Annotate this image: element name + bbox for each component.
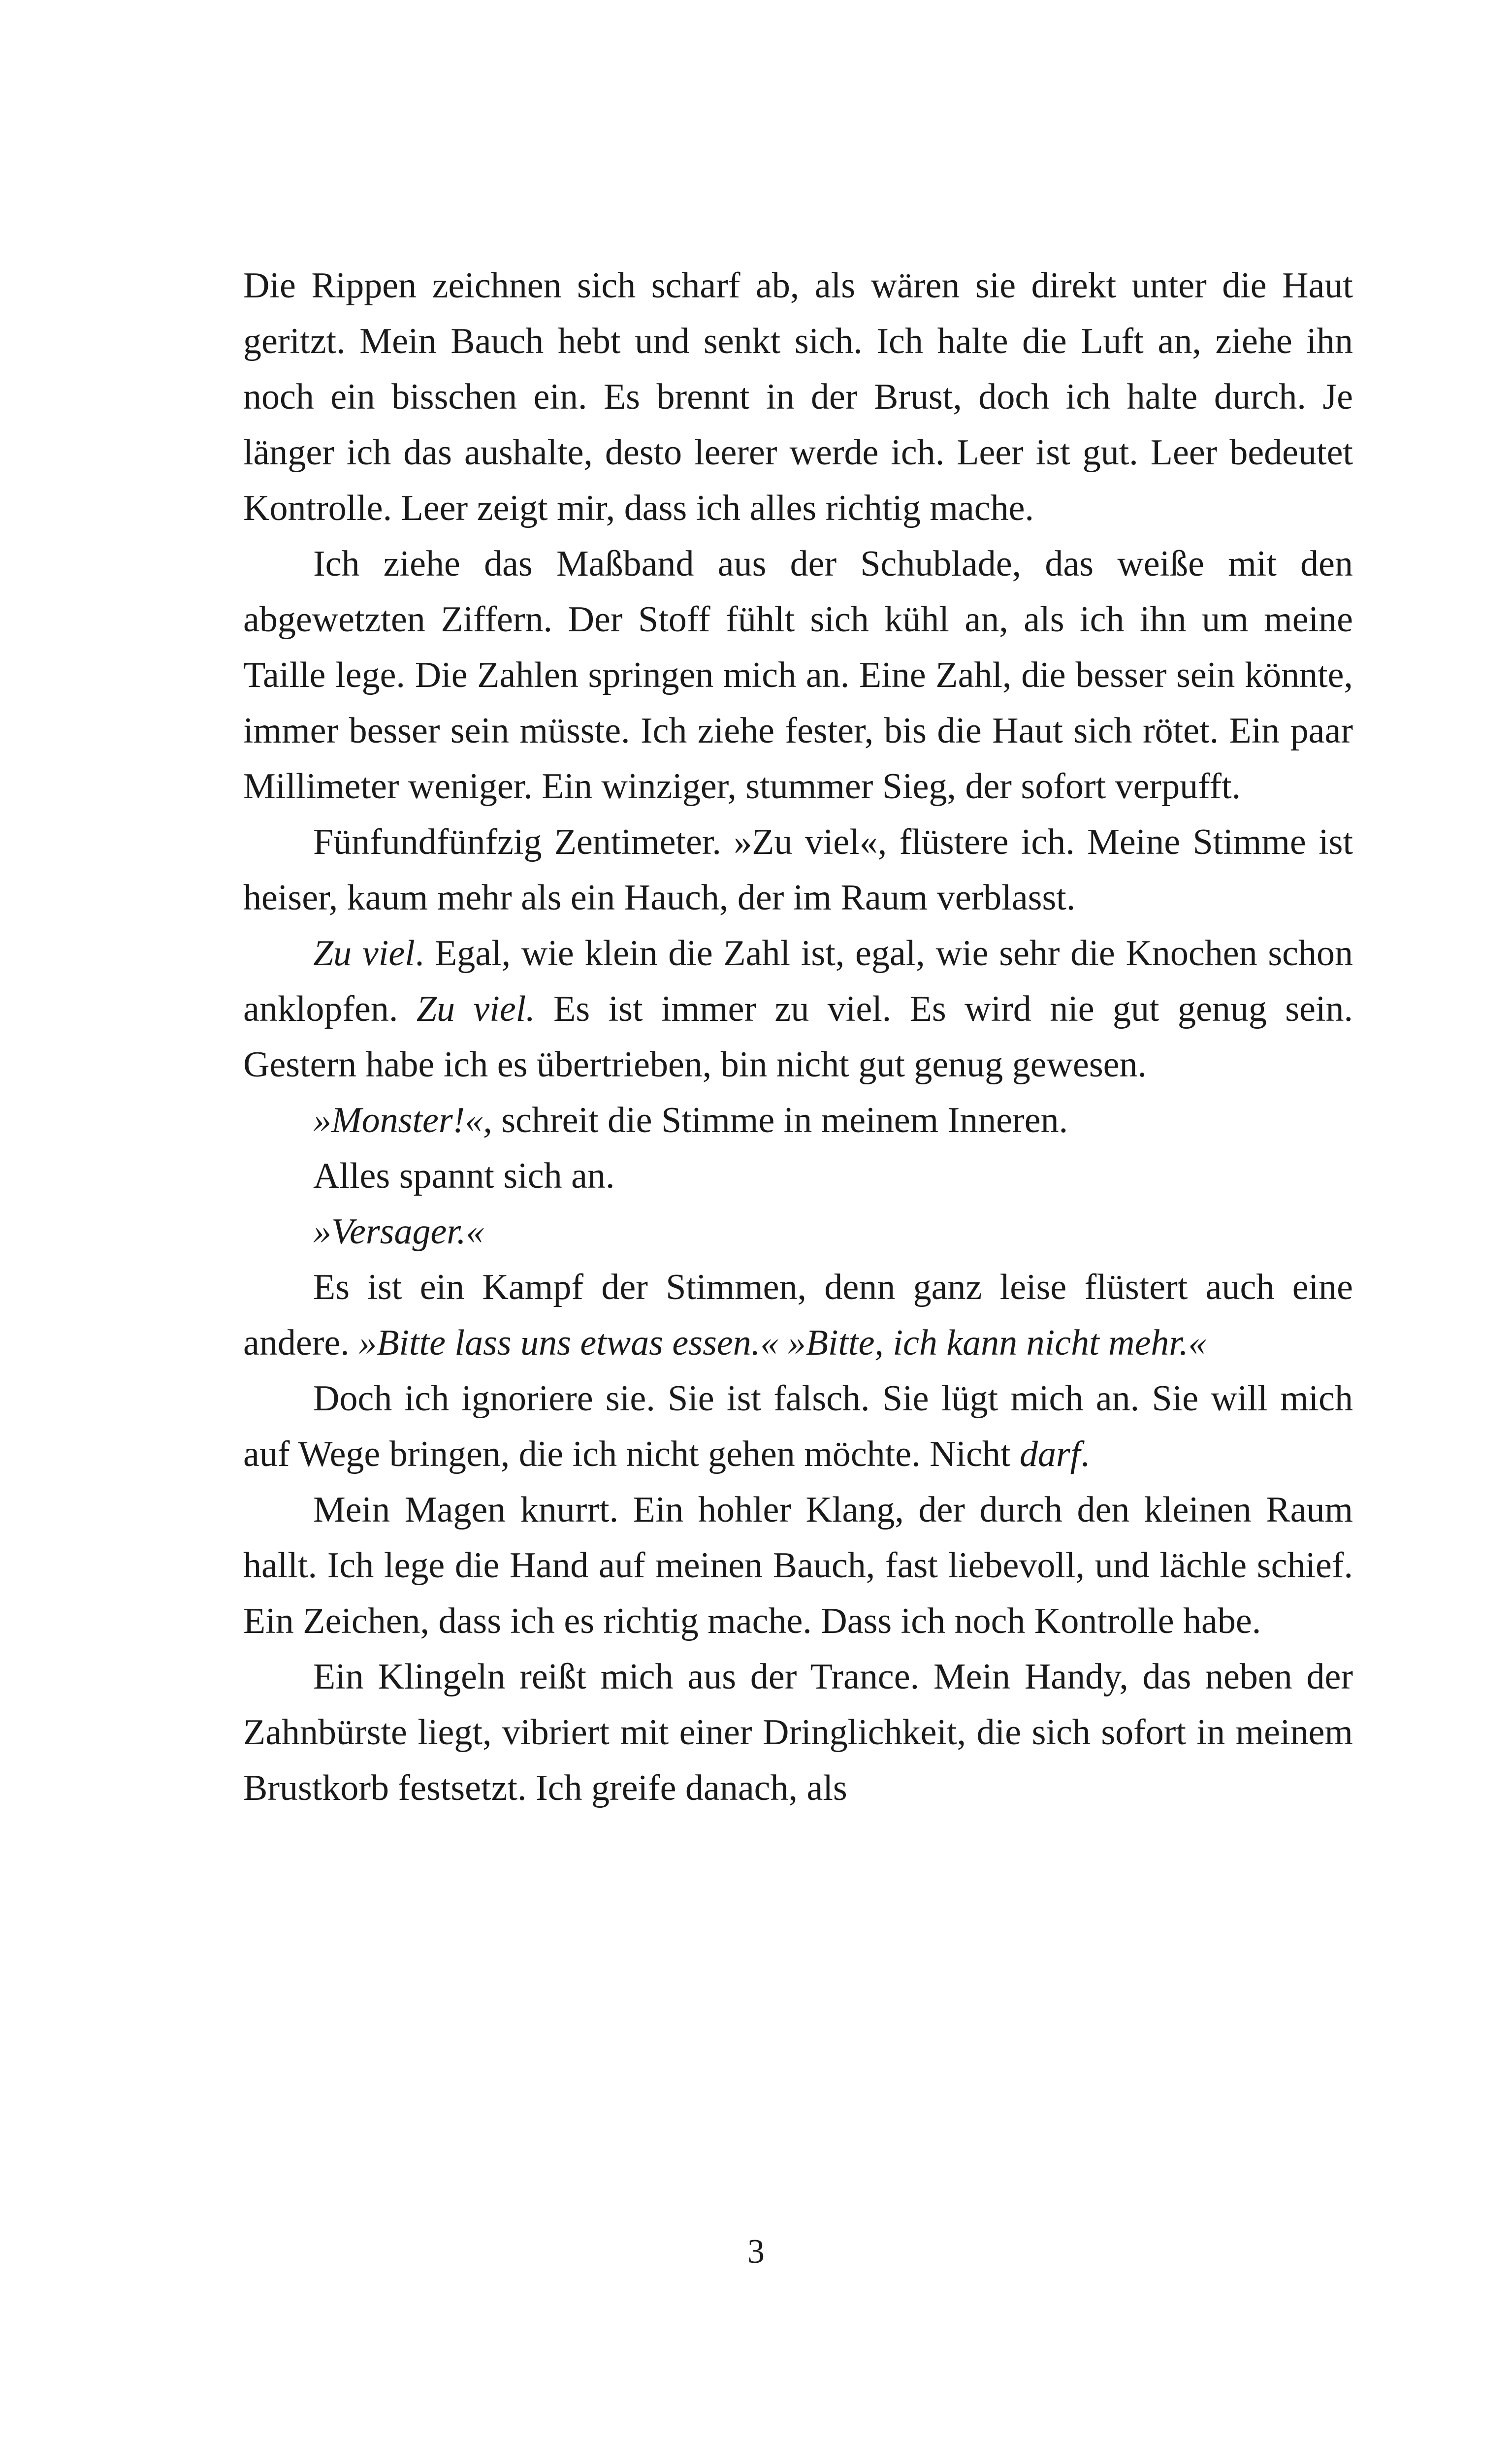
paragraph xyxy=(243,1093,1353,1148)
text-run: . xyxy=(1080,1434,1090,1474)
text-run: Ich ziehe das Maßband aus der Schublade, das weiße mit den abgewetzten Ziffern. Der Stoff fühlt sich kühl an, als ich ihn um meine Taille lege. Die Zahlen springen mich an. Eine Zahl, die besser sein könnte, immer besser sein müsste. Ich ziehe fester, bis die Haut sich rötet. Ein paar Millimeter weniger. Ein winziger, stummer Sieg, der sofort verpufft. xyxy=(243,544,1353,807)
text-run: Mein Magen knurrt. Ein hohler Klang, der durch den kleinen Raum hallt. Ich lege die Hand auf meinen Bauch, fast liebevoll, und lächle schief. Ein Zeichen, dass ich es richtig mache. Dass ich noch Kontrolle habe. xyxy=(243,1490,1353,1641)
italic-run: »Bitte lass uns etwas essen.« »Bitte, ich kann nicht mehr.« xyxy=(358,1323,1207,1363)
paragraph xyxy=(243,536,1353,814)
page-number: 3 xyxy=(747,2233,765,2271)
paragraph xyxy=(243,1649,1353,1816)
text-run: Die Rippen zeichnen sich scharf ab, als wären sie direkt unter die Haut geritzt. Mein Bauch hebt und senkt sich. Ich halte die Luft an, ziehe ihn noch ein bisschen ein. Es brennt in der Brust, doch ich halte durch. Je länger ich das aushalte, desto leerer werde ich. Leer ist gut. Leer bedeutet Kontrolle. Leer zeigt mir, dass ich alles richtig mache. xyxy=(243,265,1353,528)
paragraph xyxy=(243,926,1353,1093)
italic-run: darf xyxy=(1019,1434,1081,1474)
text-run: . Egal, wie klein die Zahl ist, egal, wie sehr die Knochen schon anklopfen. xyxy=(243,933,1353,1029)
text-run: Doch ich ignoriere sie. Sie ist falsch. Sie lügt mich an. Sie will mich auf Wege bringen, die ich nicht gehen möchte. Nicht xyxy=(243,1378,1353,1474)
text-run: Es ist immer zu viel. Es wird nie gut genug sein. Gestern habe ich es übertrieben, bin nicht gut genug gewesen. xyxy=(243,989,1353,1085)
text-run: Alles spannt sich an. xyxy=(313,1156,615,1196)
paragraph xyxy=(243,1148,1353,1204)
text-run: Es ist ein Kampf der Stimmen, denn ganz leise flüstert auch eine andere. xyxy=(243,1267,1353,1363)
italic-run: »Versager.« xyxy=(313,1211,484,1252)
paragraph xyxy=(243,814,1353,926)
paragraph xyxy=(243,1204,1353,1260)
paragraph xyxy=(243,1482,1353,1649)
paragraph xyxy=(243,1371,1353,1482)
body-text xyxy=(243,258,1353,1816)
text-run: Ein Klingeln reißt mich aus der Trance. Mein Handy, das neben der Zahnbürste liegt, vibriert mit einer Dringlichkeit, die sich sofort in meinem Brustkorb festsetzt. Ich greife danach, als xyxy=(243,1657,1353,1808)
italic-run: Zu viel. xyxy=(416,989,535,1029)
text-run: Fünfundfünfzig Zentimeter. »Zu viel«, flüstere ich. Meine Stimme ist heiser, kaum mehr als ein Hauch, der im Raum verblasst. xyxy=(243,822,1353,918)
italic-run: »Monster!«, xyxy=(313,1100,492,1140)
paragraph xyxy=(243,1260,1353,1371)
paragraph xyxy=(243,258,1353,536)
italic-run: Zu viel xyxy=(313,933,415,974)
text-run: schreit die Stimme in meinem Inneren. xyxy=(492,1100,1068,1140)
